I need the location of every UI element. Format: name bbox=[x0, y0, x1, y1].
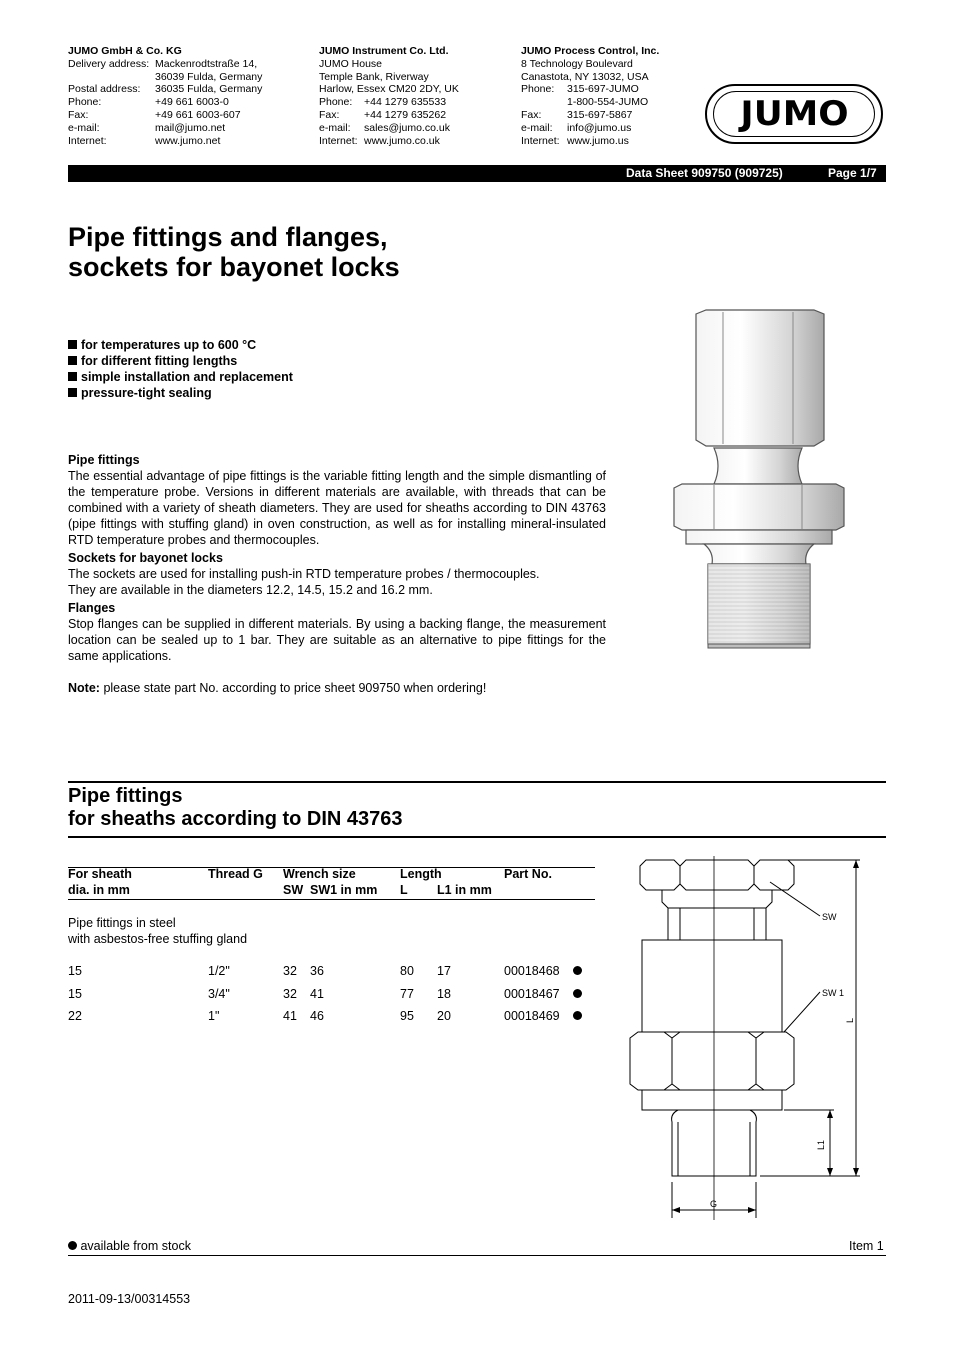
address-value: +49 661 6003-0 bbox=[155, 96, 229, 109]
col-header-wrench: Wrench size bbox=[283, 867, 356, 881]
note-label: Note: bbox=[68, 681, 100, 695]
address-label: Phone: bbox=[68, 96, 102, 109]
cell-part-number: 00018467 bbox=[504, 987, 560, 1001]
cell-l1: 18 bbox=[437, 987, 451, 1001]
sockets-text: The sockets are used for installing push-in RTD temperature probes / thermocouples. bbox=[68, 567, 540, 581]
col-header-part: Part No. bbox=[504, 867, 552, 881]
cell-sw1: 41 bbox=[310, 987, 324, 1001]
address-label: Delivery address: bbox=[68, 57, 150, 70]
pipe-fitting-image bbox=[668, 308, 848, 653]
feature-list bbox=[68, 337, 293, 401]
drawing-label-l1: L1 bbox=[816, 1139, 826, 1150]
drawing-label-l: L bbox=[845, 1017, 855, 1023]
address-value: 1-800-554-JUMO bbox=[567, 96, 649, 109]
flanges-heading: Flanges bbox=[68, 601, 116, 615]
description-text bbox=[68, 452, 606, 696]
company-name: JUMO Instrument Co. Ltd. bbox=[319, 45, 449, 57]
col-header-l1: L1 in mm bbox=[437, 883, 492, 897]
address-value: +44 1279 635262 bbox=[364, 108, 447, 121]
cell-l1: 17 bbox=[437, 964, 451, 978]
address-label bbox=[521, 96, 567, 109]
website-link[interactable]: www.jumo.us bbox=[567, 134, 629, 147]
group-heading-line-1: Pipe fittings in steel bbox=[68, 916, 176, 930]
square-bullet-icon bbox=[68, 340, 77, 349]
address-label: e-mail: bbox=[68, 121, 100, 134]
cell-thread: 3/4" bbox=[208, 987, 230, 1001]
document-code: 2011-09-13/00314553 bbox=[68, 1292, 191, 1306]
page-title-line-2: sockets for bayonet locks bbox=[68, 252, 400, 282]
address-label: Phone: bbox=[521, 83, 555, 96]
address-label: Internet: bbox=[521, 134, 560, 147]
cell-sheath: 22 bbox=[68, 1009, 82, 1023]
square-bullet-icon bbox=[68, 388, 77, 397]
col-header-thread: Thread G bbox=[208, 867, 263, 881]
in-stock-dot-icon bbox=[573, 1011, 582, 1020]
table-header-row-2 bbox=[68, 882, 595, 898]
address-value: Mackenrodtstraße 14, bbox=[155, 57, 258, 70]
address-label: Internet: bbox=[68, 134, 107, 147]
address-value: +44 1279 635533 bbox=[364, 96, 447, 109]
table-row bbox=[68, 963, 595, 979]
cell-l1: 20 bbox=[437, 1009, 451, 1023]
address-block-uk bbox=[319, 45, 519, 147]
parts-table bbox=[68, 866, 595, 898]
address-label: e-mail: bbox=[521, 121, 553, 134]
address-value: Temple Bank, Riverway bbox=[319, 70, 429, 83]
address-value: +49 661 6003-607 bbox=[155, 108, 241, 121]
page-title bbox=[68, 222, 400, 282]
sockets-text: They are available in the diameters 12.2, 14.5, 15.2 and 16.2 mm. bbox=[68, 583, 433, 597]
order-note bbox=[68, 680, 606, 696]
logo-inner-ring bbox=[713, 91, 875, 137]
col-header-l: L bbox=[400, 883, 408, 897]
address-value: 315-697-JUMO bbox=[567, 83, 639, 96]
item-label: Item 1 bbox=[849, 1239, 884, 1253]
in-stock-dot-icon bbox=[573, 989, 582, 998]
stock-legend bbox=[68, 1239, 191, 1253]
section-divider-bottom bbox=[68, 836, 886, 838]
cell-l: 95 bbox=[400, 1009, 414, 1023]
company-name: JUMO GmbH & Co. KG bbox=[68, 45, 182, 57]
section-title-line-2: for sheaths according to DIN 43763 bbox=[68, 808, 403, 830]
email-link[interactable]: sales@jumo.co.uk bbox=[364, 121, 450, 134]
drawing-label-g: G bbox=[710, 1199, 718, 1209]
address-label: Fax: bbox=[319, 108, 340, 121]
group-heading-line-2: with asbestos-free stuffing gland bbox=[68, 932, 248, 946]
section-title-line-1: Pipe fittings bbox=[68, 785, 183, 807]
flanges-text: Stop flanges can be supplied in different materials. By using a backing flange, the measurement location can be sealed up to 1 bar. They are suitable as an alternative to pipe fittings for the same applications. bbox=[68, 617, 606, 663]
square-bullet-icon bbox=[68, 356, 77, 365]
feature-item: for different fitting lengths bbox=[68, 353, 293, 369]
address-label: Fax: bbox=[68, 108, 89, 121]
cell-sw1: 46 bbox=[310, 1009, 324, 1023]
feature-item: pressure-tight sealing bbox=[68, 385, 293, 401]
cell-sheath: 15 bbox=[68, 964, 82, 978]
sockets-heading: Sockets for bayonet locks bbox=[68, 551, 223, 565]
cell-sw: 41 bbox=[283, 1009, 297, 1023]
page-number: Page 1/7 bbox=[828, 166, 877, 180]
cell-part-number: 00018468 bbox=[504, 964, 560, 978]
logo-text: JUMO bbox=[739, 94, 849, 134]
cell-thread: 1" bbox=[208, 1009, 220, 1023]
address-value: Canastota, NY 13032, USA bbox=[521, 70, 649, 83]
col-header-length: Length bbox=[400, 867, 442, 881]
cell-l: 77 bbox=[400, 987, 414, 1001]
datasheet-header-bar bbox=[68, 165, 886, 182]
address-value: 8 Technology Boulevard bbox=[521, 57, 633, 70]
address-value: Harlow, Essex CM20 2DY, UK bbox=[319, 83, 459, 96]
address-label: e-mail: bbox=[319, 121, 351, 134]
note-text: please state part No. according to price sheet 909750 when ordering! bbox=[103, 681, 487, 695]
table-header-row bbox=[68, 866, 595, 882]
section-divider-top bbox=[68, 781, 886, 783]
cell-sw1: 36 bbox=[310, 964, 324, 978]
website-link[interactable]: www.jumo.co.uk bbox=[364, 134, 440, 147]
col-header-sheath: For sheath bbox=[68, 867, 132, 881]
address-label: Fax: bbox=[521, 108, 542, 121]
cell-part-number: 00018469 bbox=[504, 1009, 560, 1023]
cell-thread: 1/2" bbox=[208, 964, 230, 978]
drawing-label-sw1: SW 1 bbox=[822, 988, 845, 998]
address-label: Postal address: bbox=[68, 83, 141, 96]
address-label: Phone: bbox=[319, 96, 353, 109]
technical-drawing bbox=[620, 852, 870, 1224]
company-name: JUMO Process Control, Inc. bbox=[521, 45, 660, 57]
pipe-fittings-heading: Pipe fittings bbox=[68, 453, 140, 467]
address-value: 315-697-5867 bbox=[567, 108, 633, 121]
cell-sw: 32 bbox=[283, 964, 297, 978]
table-row bbox=[68, 1008, 595, 1024]
address-value: JUMO House bbox=[319, 57, 383, 70]
table-header-rule bbox=[68, 899, 595, 900]
datasheet-number: Data Sheet 909750 (909725) bbox=[626, 166, 783, 180]
address-label: Internet: bbox=[319, 134, 358, 147]
feature-item: simple installation and replacement bbox=[68, 369, 293, 385]
website-link[interactable]: www.jumo.net bbox=[155, 134, 221, 147]
cell-sheath: 15 bbox=[68, 987, 82, 1001]
footer-rule bbox=[68, 1255, 886, 1256]
table-group-heading bbox=[68, 915, 247, 947]
email-link[interactable]: info@jumo.us bbox=[567, 121, 632, 134]
in-stock-dot-icon bbox=[573, 966, 582, 975]
page-title-line-1: Pipe fittings and flanges, bbox=[68, 222, 388, 252]
col-header-sw1: SW1 in mm bbox=[310, 883, 378, 897]
in-stock-dot-icon bbox=[68, 1241, 77, 1250]
address-label bbox=[68, 71, 155, 84]
jumo-logo bbox=[705, 84, 883, 144]
address-block-germany bbox=[68, 45, 298, 147]
cell-sw: 32 bbox=[283, 987, 297, 1001]
address-block-usa bbox=[521, 45, 701, 147]
stock-legend-text: available from stock bbox=[80, 1239, 191, 1253]
col-header-sw: SW bbox=[283, 883, 304, 897]
cell-l: 80 bbox=[400, 964, 414, 978]
pipe-fittings-text: The essential advantage of pipe fittings is the variable fitting length and the simple dismantling of the temperature probe. Versions in different materials are available, with threads that can be combined with a variety of sheath diameters. They are used for sheaths according to DIN 43763 (pipe fittings with stuffing gland) in oven construction, as well as for installing mineral-insulated RTD temperature probes and thermocouples. bbox=[68, 469, 606, 547]
drawing-label-sw: SW bbox=[822, 912, 837, 922]
square-bullet-icon bbox=[68, 372, 77, 381]
table-row bbox=[68, 986, 595, 1002]
address-value: 36039 Fulda, Germany bbox=[155, 70, 263, 83]
email-link[interactable]: mail@jumo.net bbox=[155, 121, 226, 134]
address-value: 36035 Fulda, Germany bbox=[155, 83, 263, 96]
section-title bbox=[68, 785, 403, 831]
feature-item: for temperatures up to 600 °C bbox=[68, 337, 293, 353]
col-header-sheath-unit: dia. in mm bbox=[68, 883, 130, 897]
